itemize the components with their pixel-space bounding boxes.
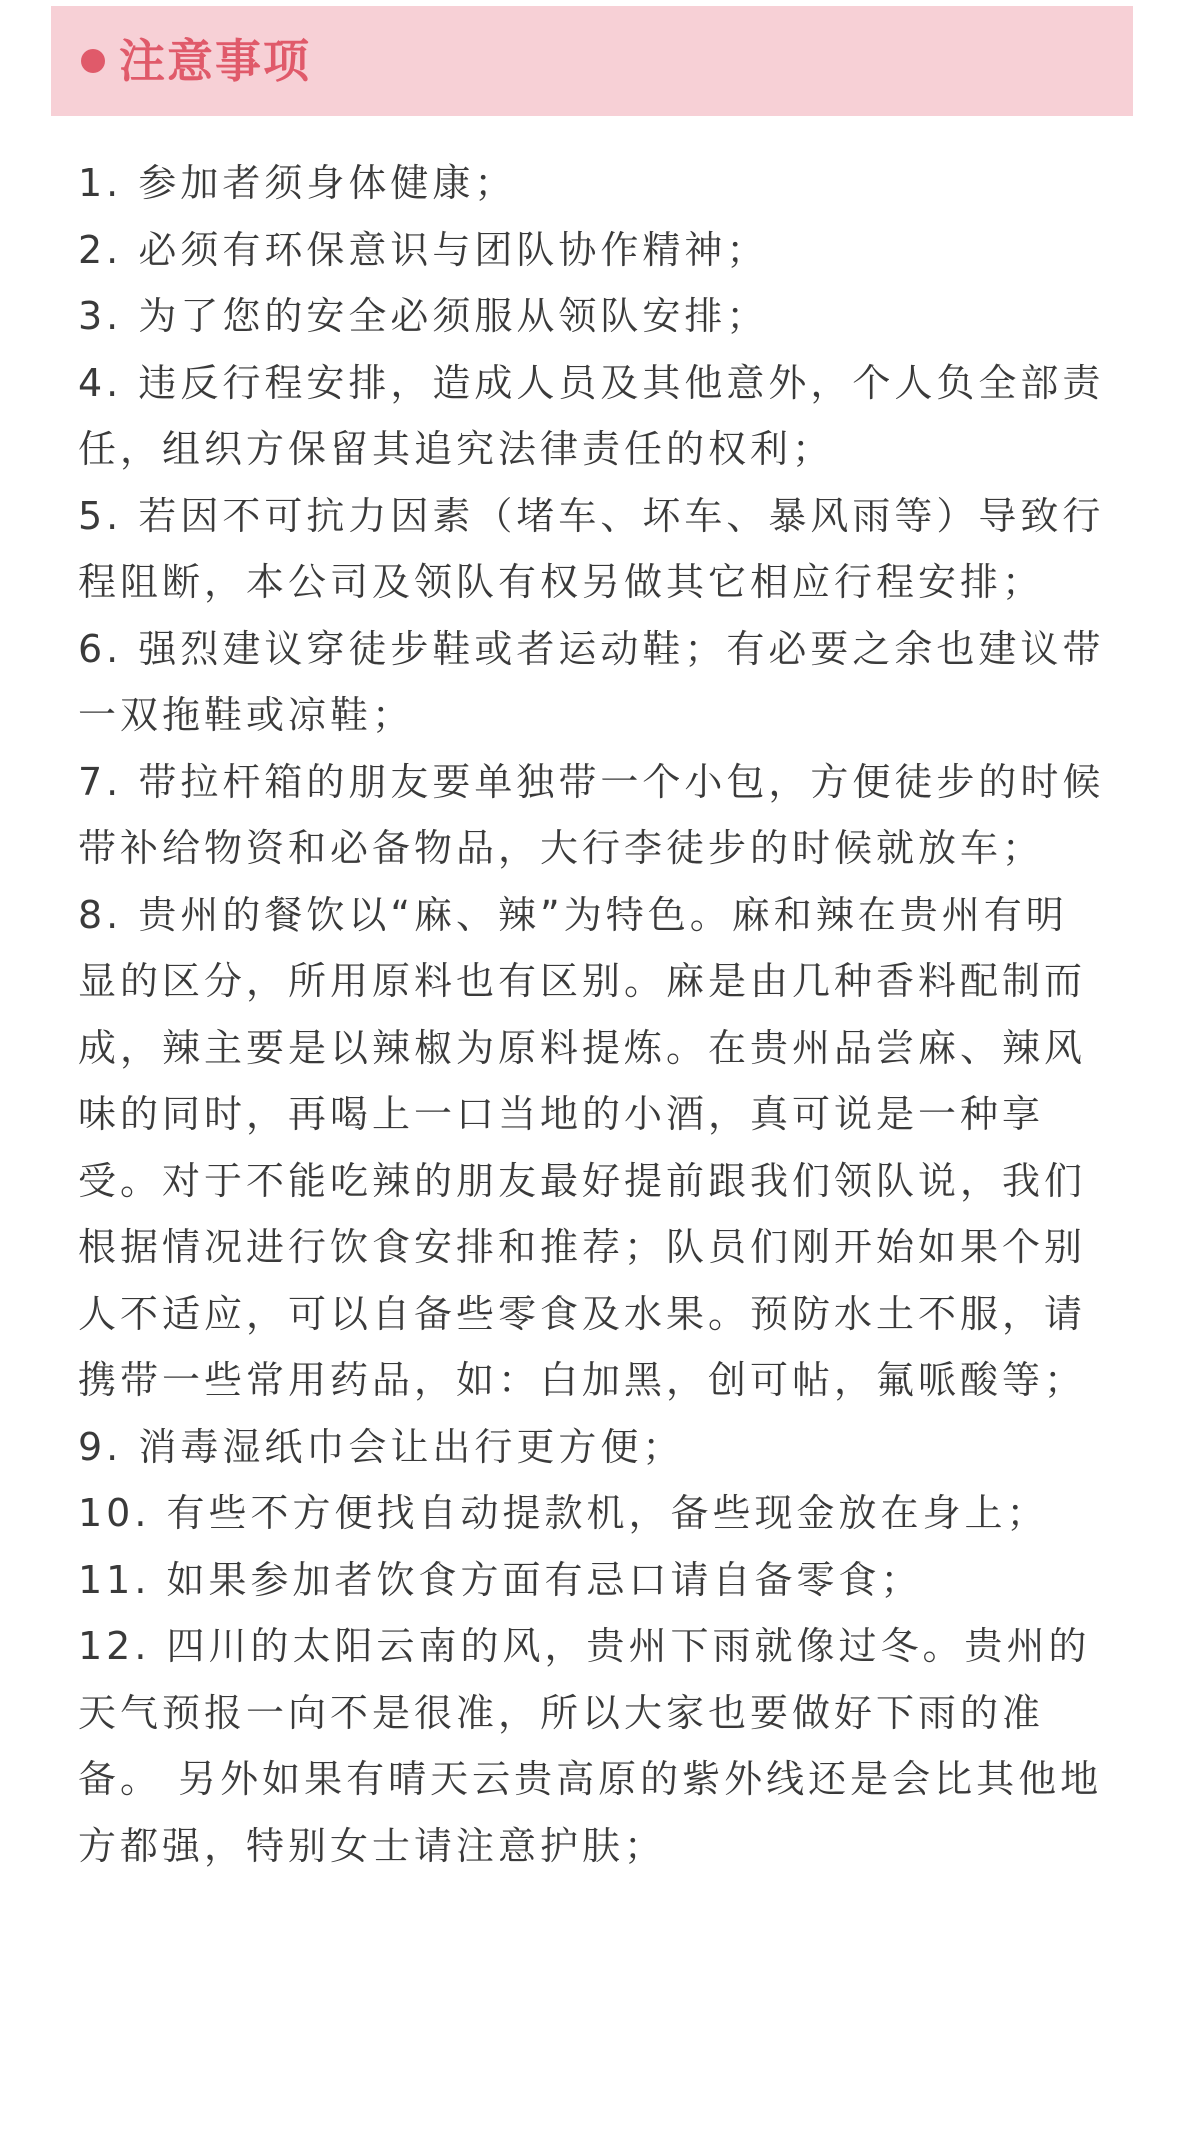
notes-list — [78, 150, 1108, 1879]
bullet-dot-icon — [81, 49, 105, 73]
list-item: 7. 带拉杆箱的朋友要单独带一个小包，方便徒步的时候带补给物资和必备物品，大行李徒步的时候就放车； — [78, 759, 1105, 870]
list-item: 9. 消毒湿纸巾会让出行更方便； — [78, 1424, 685, 1469]
section-title: 注意事项 — [119, 34, 311, 88]
list-item: 8. 贵州的餐饮以“麻、辣”为特色。麻和辣在贵州有明显的区分，所用原料也有区别。麻是由几种香料配制而成，辣主要是以辣椒为原料提炼。在贵州品尝麻、辣风味的同时，再喝上一口当地的小酒，真可说是一种享受。对于不能吃辣的朋友最好提前跟我们领队说，我们根据情况进行饮食安排和推荐；队员们刚开始如果个别人不适应，可以自备些零食及水果。预防水土不服，请携带一些常用药品，如：白加黑，创可帖，氟哌酸等； — [78, 892, 1087, 1402]
list-item: 10. 有些不方便找自动提款机，备些现金放在身上； — [78, 1491, 1049, 1535]
list-item: 1. 参加者须身体健康； — [78, 161, 517, 205]
list-item: 5. 若因不可抗力因素（堵车、坏车、暴风雨等）导致行程阻断，本公司及领队有权另做其它相应行程安排； — [78, 493, 1105, 604]
list-item: 11. 如果参加者饮食方面有忌口请自备零食； — [78, 1557, 923, 1602]
section-header — [51, 6, 1133, 116]
list-item: 4. 违反行程安排，造成人员及其他意外，个人负全部责任，组织方保留其追究法律责任的权利； — [78, 360, 1105, 471]
list-item: 2. 必须有环保意识与团队协作精神； — [78, 227, 769, 272]
list-item: 6. 强烈建议穿徒步鞋或者运动鞋；有必要之余也建议带一双拖鞋或凉鞋； — [78, 626, 1105, 737]
list-item: 3. 为了您的安全必须服从领队安排； — [78, 294, 769, 338]
list-item: 12. 四川的太阳云南的风，贵州下雨就像过冬。贵州的天气预报一向不是很准，所以大家也要做好下雨的准备。 另外如果有晴天云贵高原的紫外线还是会比其他地方都强，特别女士请注意护肤； — [78, 1624, 1103, 1868]
